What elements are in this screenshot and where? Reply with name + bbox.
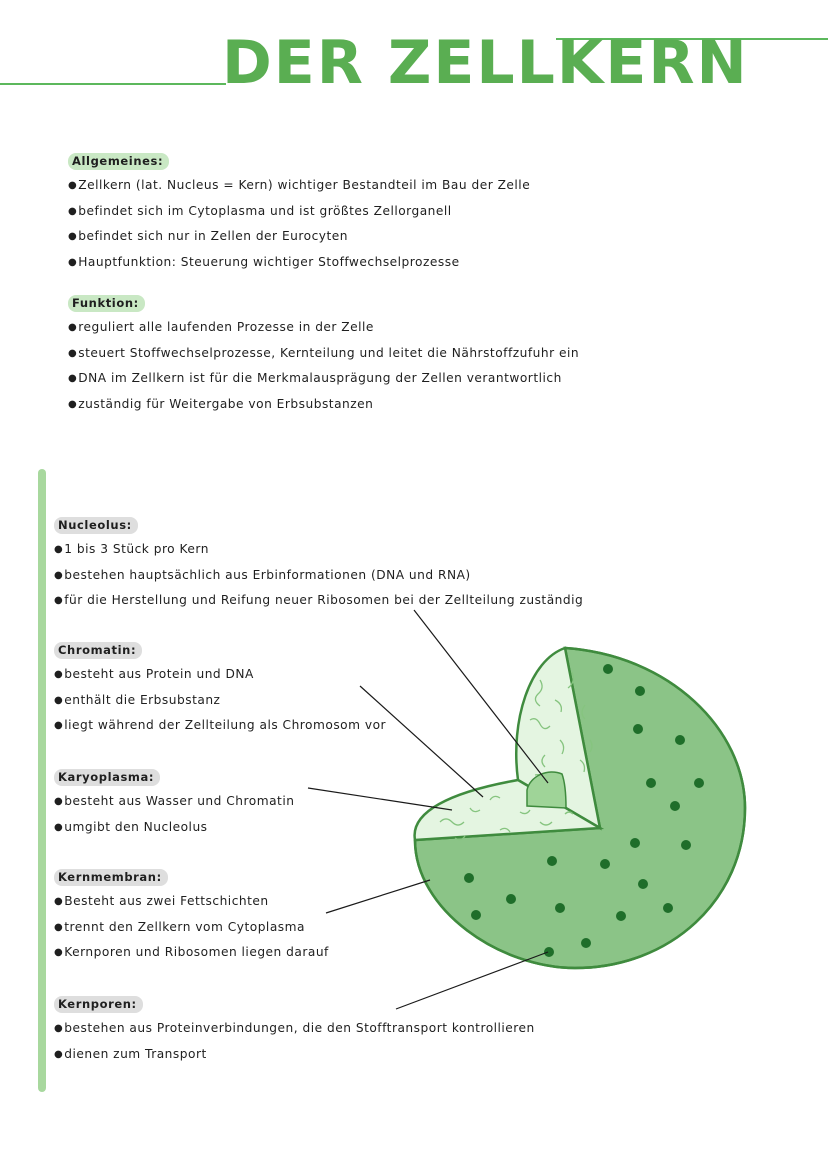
list-item: ● umgibt den Nucleolus	[54, 815, 294, 841]
list-item: ● bestehen aus Proteinverbindungen, die den Stofftransport kontrollieren	[54, 1016, 535, 1042]
list-karyoplasma	[54, 789, 294, 840]
list-item: ● bestehen hauptsächlich aus Erbinformationen (DNA und RNA)	[54, 563, 583, 589]
list-item: ● befindet sich im Cytoplasma und ist größtes Zellorganell	[68, 199, 530, 225]
list-item: ● zuständig für Weitergabe von Erbsubstanzen	[68, 392, 579, 418]
heading-kernporen: Kernporen:	[54, 996, 143, 1013]
list-item: ● Kernporen und Ribosomen liegen darauf	[54, 940, 329, 966]
section-kernporen	[54, 993, 535, 1067]
list-item: ● steuert Stoffwechselprozesse, Kernteilung und leitet die Nährstoffzufuhr ein	[68, 341, 579, 367]
list-item: ● enthält die Erbsubstanz	[54, 688, 386, 714]
list-item: ● für die Herstellung und Reifung neuer Ribosomen bei der Zellteilung zuständig	[54, 588, 583, 614]
list-item: ● besteht aus Protein und DNA	[54, 662, 386, 688]
list-nucleolus	[54, 537, 583, 614]
list-item: ● DNA im Zellkern ist für die Merkmalausprägung der Zellen verantwortlich	[68, 366, 579, 392]
heading-nucleolus: Nucleolus:	[54, 517, 138, 534]
list-kernmembran	[54, 889, 329, 966]
heading-kernmembran: Kernmembran:	[54, 869, 168, 886]
list-item: ● 1 bis 3 Stück pro Kern	[54, 537, 583, 563]
list-item: ● Hauptfunktion: Steuerung wichtiger Stoffwechselprozesse	[68, 250, 530, 276]
heading-funktion: Funktion:	[68, 295, 145, 312]
list-item: ● trennt den Zellkern vom Cytoplasma	[54, 915, 329, 941]
section-kernmembran	[54, 866, 329, 966]
list-item: ● liegt während der Zellteilung als Chromosom vor	[54, 713, 386, 739]
heading-karyoplasma: Karyoplasma:	[54, 769, 160, 786]
list-item: ● Besteht aus zwei Fettschichten	[54, 889, 329, 915]
heading-allgemeines: Allgemeines:	[68, 153, 169, 170]
list-item: ● besteht aus Wasser und Chromatin	[54, 789, 294, 815]
page-title: DER ZELLKERN	[222, 28, 749, 98]
list-item: ● reguliert alle laufenden Prozesse in der Zelle	[68, 315, 579, 341]
section-karyoplasma	[54, 766, 294, 840]
section-nucleolus	[54, 514, 583, 614]
list-chromatin	[54, 662, 386, 739]
heading-chromatin: Chromatin:	[54, 642, 142, 659]
list-item: ● befindet sich nur in Zellen der Eurocyten	[68, 224, 530, 250]
section-chromatin	[54, 639, 386, 739]
list-item: ● dienen zum Transport	[54, 1042, 535, 1068]
list-item: ● Zellkern (lat. Nucleus = Kern) wichtiger Bestandteil im Bau der Zelle	[68, 173, 530, 199]
list-kernporen	[54, 1016, 535, 1067]
